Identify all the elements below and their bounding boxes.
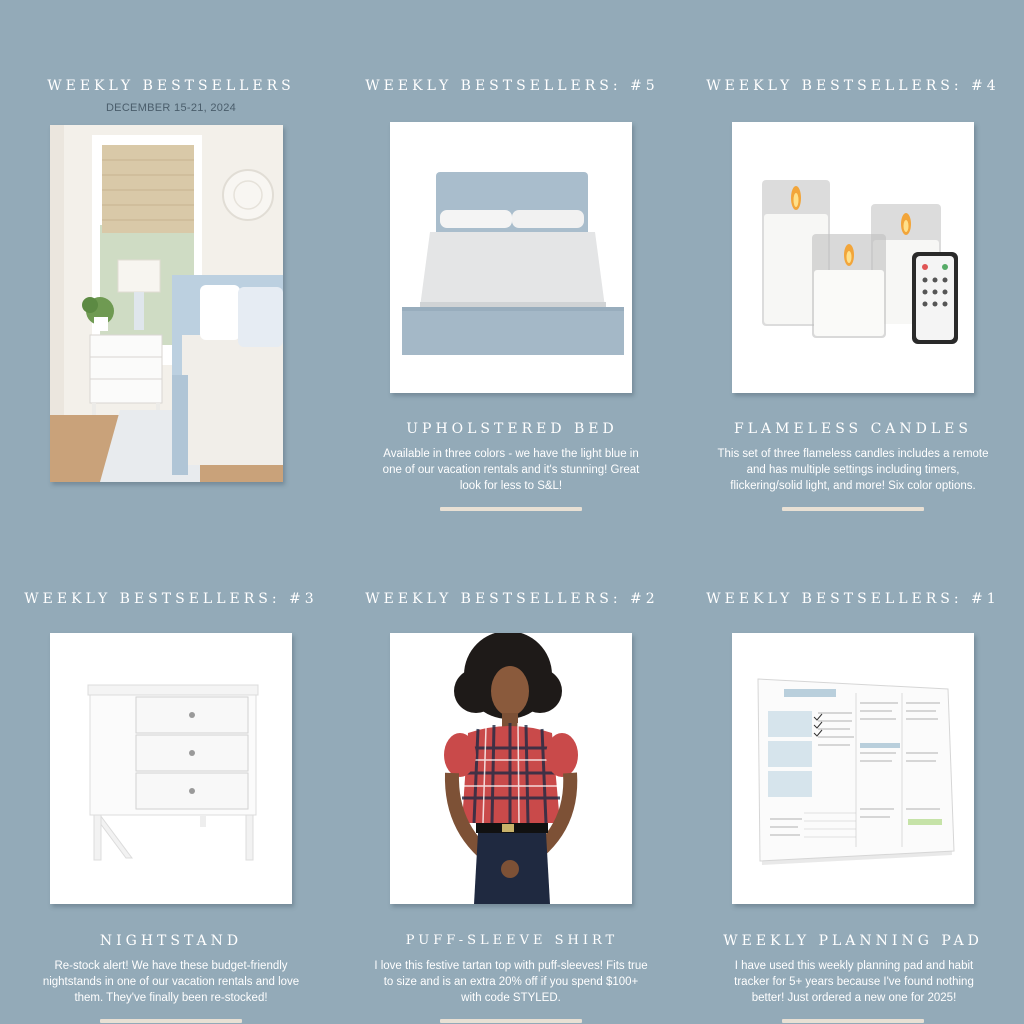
bedroom-scene-image xyxy=(50,125,283,482)
product-2-divider xyxy=(440,1019,582,1023)
product-5-description: Available in three colors - we have the light blue in one of our vacation rentals and it's stunning! Great look for less to S&L! xyxy=(382,448,640,492)
product-3-description: Re-stock alert! We have these budget-friendly nightstands in one of our vacation rentals and love them. They've finally been re-stocked! xyxy=(42,960,300,1004)
product-1-rank-heading: WEEKLY BESTSELLERS: #1 xyxy=(706,591,1000,607)
product-1-divider xyxy=(782,1019,924,1023)
product-2-title[interactable]: PUFF-SLEEVE SHIRT xyxy=(405,933,619,948)
weekly-planning-pad-image xyxy=(732,633,974,904)
product-3-rank-heading: WEEKLY BESTSELLERS: #3 xyxy=(24,591,318,607)
cover-heading: WEEKLY BESTSELLERS xyxy=(47,78,295,94)
cover-date: DECEMBER 15-21, 2024 xyxy=(105,102,237,114)
product-2-image-card[interactable] xyxy=(390,633,632,904)
flameless-candles-image xyxy=(732,122,974,393)
nightstand-image xyxy=(50,633,292,904)
product-4-image-card[interactable] xyxy=(732,122,974,393)
puff-sleeve-shirt-image xyxy=(390,633,632,904)
cover-header xyxy=(21,78,321,114)
product-3-divider xyxy=(100,1019,242,1023)
product-2-rank-heading: WEEKLY BESTSELLERS: #2 xyxy=(365,591,659,607)
product-4-divider xyxy=(782,507,924,511)
product-3-image-card[interactable] xyxy=(50,633,292,904)
product-3-title[interactable]: NIGHTSTAND xyxy=(99,933,243,949)
product-1-description: I have used this weekly planning pad and habit tracker for 5+ years because I've found nothing better! Just ordered a new one for 2025! xyxy=(734,960,974,1004)
product-5-rank-heading: WEEKLY BESTSELLERS: #5 xyxy=(365,78,659,94)
product-4-rank-heading: WEEKLY BESTSELLERS: #4 xyxy=(706,78,1000,94)
product-5-title[interactable]: UPHOLSTERED BED xyxy=(406,421,618,437)
product-5-divider xyxy=(440,507,582,511)
product-5-image-card[interactable] xyxy=(390,122,632,393)
product-3-header xyxy=(21,591,321,607)
bedroom-photo[interactable] xyxy=(50,125,283,482)
product-4-description: This set of three flameless candles includes a remote and has multiple settings including timers, flickering/solid light, and more! Six color options. xyxy=(717,448,989,492)
product-4-header xyxy=(703,78,1003,94)
product-5-header xyxy=(362,78,662,94)
upholstered-bed-image xyxy=(390,122,632,393)
product-4-title[interactable]: FLAMELESS CANDLES xyxy=(734,421,972,437)
product-1-title[interactable]: WEEKLY PLANNING PAD xyxy=(723,933,983,949)
product-2-header xyxy=(362,591,662,607)
product-1-header xyxy=(703,591,1003,607)
product-2-description: I love this festive tartan top with puff-sleeves! Fits true to size and is an extra 20% off if you spend $100+ with code STYLED. xyxy=(374,960,648,1004)
product-1-image-card[interactable] xyxy=(732,633,974,904)
